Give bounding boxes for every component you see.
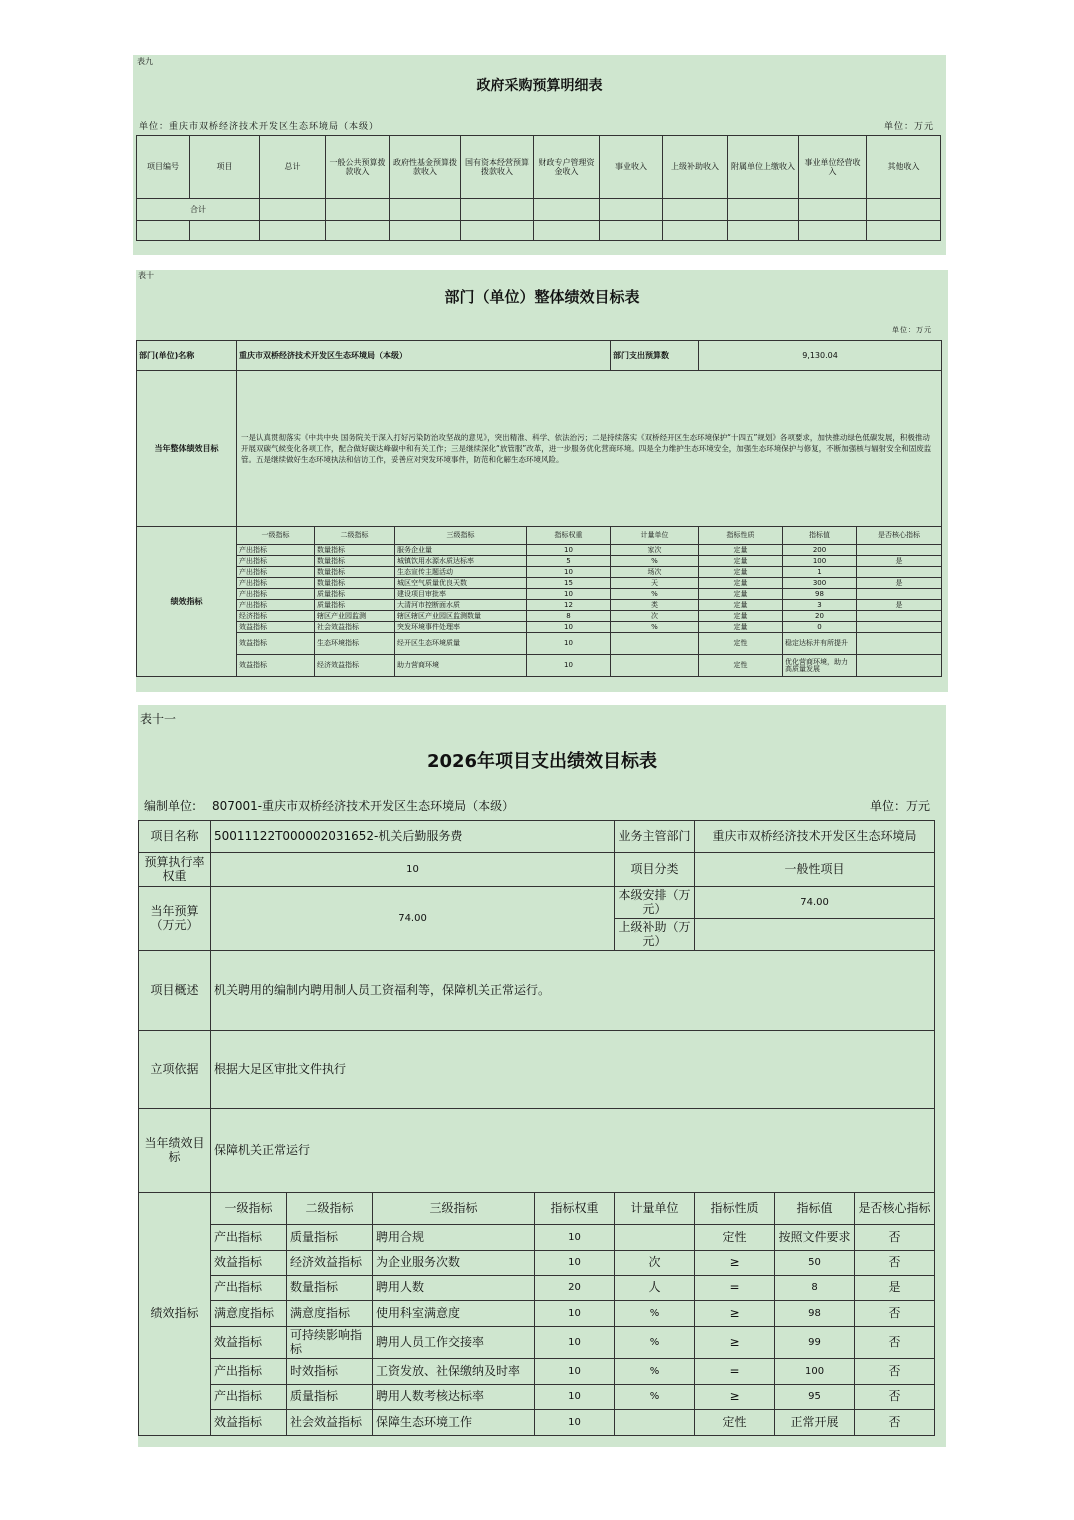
table-row [139, 1359, 935, 1385]
table9-header-cell: 总计 [260, 136, 326, 199]
table11-cell: 否 [855, 1251, 935, 1276]
table10-cell: 3 [783, 600, 857, 611]
table10-header-cell: 二级指标 [315, 527, 395, 545]
table10-cell: 大清河市控断面水质 [395, 600, 527, 611]
table10-cell: 突发环境事件处理率 [395, 622, 527, 633]
table10-cell: 定量 [699, 600, 783, 611]
table10-cell: 经开区生态环境质量 [395, 633, 527, 655]
dept-name-value: 重庆市双桥经济技术开发区生态环境局（本级） [237, 341, 611, 371]
table11-cell: 聘用合规 [373, 1225, 535, 1251]
table10-cell: 定量 [699, 589, 783, 600]
table11-cell: 质量指标 [287, 1225, 373, 1251]
table10-header-cell: 三级指标 [395, 527, 527, 545]
table11-cell: 效益指标 [211, 1410, 287, 1436]
table9-header-cell: 项目编号 [137, 136, 190, 199]
table10-cell: % [611, 556, 699, 567]
table9-header-row [137, 136, 941, 199]
table10-cell: 产出指标 [237, 589, 315, 600]
table9-empty-row [137, 221, 941, 241]
table9-header-cell: 附属单位上缴收入 [728, 136, 799, 199]
table11-unit-right: 单位：万元 [869, 799, 930, 813]
annual-goal-text: 一是认真贯彻落实《中共中央 国务院关于深入打好污染防治攻坚战的意见》，突出精准、科学、依法治污；二是持续落实《双桥经开区生态环境保护“十四五”规划》各项要求，加快推动绿色低碳发展，积极推动开展双碳气候变化各项工作，配合做好碳达峰碳中和有关工作；三是继续深化“放管服”改革，进一步服务优化营商环境。四是全力维护生态环境安全，加强生态环境保护与修复，不断加强核与辐射安全和固废监管。五是继续做好生态环境执法和信访工作，妥善应对突发环境事件，防范和化解生态环境风险。 [237, 371, 942, 527]
table10-cell [611, 633, 699, 655]
table10-cell: 城区空气质量优良天数 [395, 578, 527, 589]
table11-cell: 效益指标 [211, 1327, 287, 1359]
table-row [139, 1276, 935, 1301]
table11-cell: 数量指标 [287, 1276, 373, 1301]
table11-cell: 98 [775, 1301, 855, 1327]
table11-tag: 表十一 [140, 712, 177, 726]
table-row [137, 567, 942, 578]
table11-cell: 质量指标 [287, 1385, 373, 1410]
table10-cell: 服务企业量 [395, 545, 527, 556]
goal-text: 保障机关正常运行 [211, 1109, 935, 1193]
table10-cell: 天 [611, 578, 699, 589]
table9-total-label: 合计 [137, 199, 260, 221]
table11-cell: 效益指标 [211, 1251, 287, 1276]
table10-cell: 12 [527, 600, 611, 611]
table9-unit-right: 单位：万元 [883, 122, 934, 132]
procurement-budget-sheet [133, 55, 946, 255]
table11-cell [615, 1225, 695, 1251]
goal-label: 当年绩效目标 [139, 1109, 211, 1193]
table-row [137, 655, 942, 677]
dept-label: 业务主管部门 [615, 821, 695, 853]
table10-title: 部门（单位）整体绩效目标表 [444, 288, 640, 306]
table11-cell: 100 [775, 1359, 855, 1385]
table11-cell: 满意度指标 [211, 1301, 287, 1327]
table11-cell: 产出指标 [211, 1359, 287, 1385]
table11-cell: 10 [535, 1410, 615, 1436]
superior-label: 上级补助（万元） [615, 919, 695, 951]
table10-cell: 优化营商环境，助力高质量发展 [783, 655, 857, 677]
table10-cell: 定量 [699, 567, 783, 578]
table10-header-cell: 一级指标 [237, 527, 315, 545]
table10-cell: 类 [611, 600, 699, 611]
table10-cell: % [611, 622, 699, 633]
table10-cell: 1 [783, 567, 857, 578]
table11-cell: 产出指标 [211, 1225, 287, 1251]
table10-cell [857, 589, 942, 600]
table10-cell: 产出指标 [237, 578, 315, 589]
table10-cell: 效益指标 [237, 655, 315, 677]
table10-cell: 质量指标 [315, 589, 395, 600]
table11-cell: 10 [535, 1359, 615, 1385]
table10-cell: 是 [857, 556, 942, 567]
local-value: 74.00 [695, 887, 935, 919]
table11-cell: 定性 [695, 1225, 775, 1251]
table11-cell: % [615, 1385, 695, 1410]
table11-cell: 工资发放、社保缴纳及时率 [373, 1359, 535, 1385]
table9-header-cell: 政府性基金预算拨款收入 [390, 136, 461, 199]
table-row [139, 1327, 935, 1359]
table-row [139, 1251, 935, 1276]
table10-unit: 单位：万元 [892, 326, 932, 334]
table11-cell: ≥ [695, 1251, 775, 1276]
table10-cell: 产出指标 [237, 600, 315, 611]
table11-cell: 95 [775, 1385, 855, 1410]
table10-cell: 20 [783, 611, 857, 622]
table10-cell: 是 [857, 578, 942, 589]
table10-cell: % [611, 589, 699, 600]
table10-cell: 稳定达标并有所提升 [783, 633, 857, 655]
table11-title: 2026年项目支出绩效目标表 [426, 751, 658, 772]
category-value: 一般性项目 [695, 853, 935, 887]
project-name-value: 50011122T000002031652-机关后勤服务费 [211, 821, 615, 853]
dept-name-label: 部门(单位)名称 [137, 341, 237, 371]
table11-cell: 20 [535, 1276, 615, 1301]
table10-cell: 数量指标 [315, 578, 395, 589]
table10-header-cell: 指标性质 [699, 527, 783, 545]
table9-unit-left: 单位：重庆市双桥经济技术开发区生态环境局（本级） [139, 122, 380, 132]
table10-cell: 定量 [699, 556, 783, 567]
table10-cell: 效益指标 [237, 622, 315, 633]
table11-cell: 定性 [695, 1410, 775, 1436]
table11-cell: ≥ [695, 1327, 775, 1359]
table11-cell: 10 [535, 1251, 615, 1276]
table10-cell: 辖区产业园监测 [315, 611, 395, 622]
basis-text: 根据大足区审批文件执行 [211, 1031, 935, 1109]
table-row [137, 633, 942, 655]
table10-cell: 定量 [699, 578, 783, 589]
table-row [139, 1410, 935, 1436]
table9-header-cell: 财政专户管理资金收入 [534, 136, 600, 199]
table10-cell: 数量指标 [315, 556, 395, 567]
table11-cell: 是 [855, 1276, 935, 1301]
table10-cell: 生态环境指标 [315, 633, 395, 655]
table10-cell: 产出指标 [237, 545, 315, 556]
table10-cell: 10 [527, 545, 611, 556]
weight-label: 预算执行率权重 [139, 853, 211, 887]
table9-header-cell: 其他收入 [867, 136, 941, 199]
table11-cell: % [615, 1327, 695, 1359]
table10-cell: 生态宣传主题活动 [395, 567, 527, 578]
table10-cell: 社会效益指标 [315, 622, 395, 633]
table11-cell: ≥ [695, 1385, 775, 1410]
table10-cell: 经济效益指标 [315, 655, 395, 677]
table11-header-cell: 指标值 [775, 1193, 855, 1225]
table10-cell: 10 [527, 622, 611, 633]
table10-cell: 定量 [699, 622, 783, 633]
table11-cell: % [615, 1359, 695, 1385]
table11-cell: 满意度指标 [287, 1301, 373, 1327]
budget-value: 74.00 [211, 887, 615, 951]
table10-cell: 数量指标 [315, 545, 395, 556]
table11-cell: 人 [615, 1276, 695, 1301]
table11-cell: 可持续影响指标 [287, 1327, 373, 1359]
table11-cell: 使用科室满意度 [373, 1301, 535, 1327]
table11-cell: 保障生态环境工作 [373, 1410, 535, 1436]
table11-cell: = [695, 1359, 775, 1385]
table11-header-cell: 指标性质 [695, 1193, 775, 1225]
table9-header-cell: 项目 [190, 136, 260, 199]
department-performance-sheet [136, 270, 948, 692]
table10-cell [857, 611, 942, 622]
table11-cell: 99 [775, 1327, 855, 1359]
table9-header-cell: 事业收入 [600, 136, 663, 199]
table11-cell: 经济效益指标 [287, 1251, 373, 1276]
basis-label: 立项依据 [139, 1031, 211, 1109]
table11-cell: 50 [775, 1251, 855, 1276]
table-row [139, 1225, 935, 1251]
budget-label: 当年预算（万元） [139, 887, 211, 951]
table11-cell: 聘用人数 [373, 1276, 535, 1301]
table11-cell: 否 [855, 1225, 935, 1251]
table10-cell: 定性 [699, 633, 783, 655]
table11-cell: 正常开展 [775, 1410, 855, 1436]
table11-unit-left: 807001-重庆市双桥经济技术开发区生态环境局（本级） [212, 799, 515, 813]
table-row [137, 578, 942, 589]
table-row [137, 589, 942, 600]
table11-cell: 聘用人员工作交接率 [373, 1327, 535, 1359]
table10-cell: 100 [783, 556, 857, 567]
table11-cell: 否 [855, 1359, 935, 1385]
weight-value: 10 [211, 853, 615, 887]
table10-cell [857, 633, 942, 655]
dept-value: 重庆市双桥经济技术开发区生态环境局 [695, 821, 935, 853]
table10-cell: 助力营商环境 [395, 655, 527, 677]
table11-cell [615, 1410, 695, 1436]
project-performance-sheet [138, 705, 946, 1447]
table10-header-cell: 指标值 [783, 527, 857, 545]
table11-cell: 8 [775, 1276, 855, 1301]
table10-cell: 5 [527, 556, 611, 567]
table10-cell: 质量指标 [315, 600, 395, 611]
local-label: 本级安排（万元） [615, 887, 695, 919]
table10-cell: 10 [527, 589, 611, 600]
table11-header-cell: 三级指标 [373, 1193, 535, 1225]
table10-cell: 产出指标 [237, 567, 315, 578]
indicators-label: 绩效指标 [137, 527, 237, 677]
table9-title: 政府采购预算明细表 [476, 78, 603, 94]
table11-cell: 10 [535, 1327, 615, 1359]
table11-cell: 社会效益指标 [287, 1410, 373, 1436]
table11-cell: 产出指标 [211, 1276, 287, 1301]
table10-cell: 数量指标 [315, 567, 395, 578]
table-row [137, 545, 942, 556]
project-performance-table [138, 820, 935, 1436]
indicators-label: 绩效指标 [139, 1193, 211, 1436]
table11-header-cell: 二级指标 [287, 1193, 373, 1225]
table9-header-cell: 上级补助收入 [663, 136, 728, 199]
table10-cell: 10 [527, 633, 611, 655]
procurement-table [136, 135, 941, 241]
project-name-label: 项目名称 [139, 821, 211, 853]
table11-cell: 时效指标 [287, 1359, 373, 1385]
table11-cell: = [695, 1276, 775, 1301]
table9-header-cell: 国有资本经营预算拨款收入 [461, 136, 534, 199]
table10-cell: 98 [783, 589, 857, 600]
table10-cell [857, 622, 942, 633]
table11-header-cell: 一级指标 [211, 1193, 287, 1225]
table9-tag: 表九 [137, 57, 153, 66]
table10-cell [857, 545, 942, 556]
table10-cell: 场次 [611, 567, 699, 578]
table10-cell: 经济指标 [237, 611, 315, 622]
table10-cell: 8 [527, 611, 611, 622]
table11-cell: 否 [855, 1327, 935, 1359]
category-label: 项目分类 [615, 853, 695, 887]
table-row [137, 622, 942, 633]
table10-cell: 定性 [699, 655, 783, 677]
table11-cell: 产出指标 [211, 1385, 287, 1410]
table11-header-cell: 是否核心指标 [855, 1193, 935, 1225]
table10-cell: 家次 [611, 545, 699, 556]
dept-budget-label: 部门支出预算数 [611, 341, 699, 371]
table-row [137, 600, 942, 611]
table10-cell: 产出指标 [237, 556, 315, 567]
table11-cell: 10 [535, 1225, 615, 1251]
overview-label: 项目概述 [139, 951, 211, 1031]
table11-cell: % [615, 1301, 695, 1327]
table10-cell: 是 [857, 600, 942, 611]
table10-cell [857, 567, 942, 578]
table11-unit-left-label: 编制单位: [144, 799, 197, 813]
table10-cell: 定量 [699, 545, 783, 556]
table11-cell: 次 [615, 1251, 695, 1276]
table10-cell: 0 [783, 622, 857, 633]
department-performance-table [136, 340, 942, 677]
table10-cell: 效益指标 [237, 633, 315, 655]
table-row [137, 611, 942, 622]
overview-text: 机关聘用的编制内聘用制人员工资福利等，保障机关正常运行。 [211, 951, 935, 1031]
table11-cell: 否 [855, 1385, 935, 1410]
table11-cell: ≥ [695, 1301, 775, 1327]
table9-header-cell: 一般公共预算拨款收入 [326, 136, 390, 199]
table9-total-row [137, 199, 941, 221]
table10-cell: 次 [611, 611, 699, 622]
table10-cell: 城镇饮用水源水质达标率 [395, 556, 527, 567]
table-row [139, 1385, 935, 1410]
table11-cell: 10 [535, 1301, 615, 1327]
table10-cell [611, 655, 699, 677]
table10-cell: 300 [783, 578, 857, 589]
table10-cell [857, 655, 942, 677]
table11-cell: 10 [535, 1385, 615, 1410]
dept-budget-value: 9,130.04 [699, 341, 942, 371]
table11-cell: 聘用人数考核达标率 [373, 1385, 535, 1410]
table11-cell: 否 [855, 1410, 935, 1436]
table11-header-cell: 计量单位 [615, 1193, 695, 1225]
table10-header-cell: 指标权重 [527, 527, 611, 545]
table10-cell: 10 [527, 567, 611, 578]
table10-header-cell: 计量单位 [611, 527, 699, 545]
table10-cell: 15 [527, 578, 611, 589]
table10-cell: 建设项目审批率 [395, 589, 527, 600]
superior-value [695, 919, 935, 951]
table10-header-cell: 是否核心指标 [857, 527, 942, 545]
table11-header-cell: 指标权重 [535, 1193, 615, 1225]
table-row [137, 556, 942, 567]
annual-goal-label: 当年整体绩效目标 [137, 371, 237, 527]
table10-cell: 定量 [699, 611, 783, 622]
table-row [139, 1301, 935, 1327]
table10-cell: 200 [783, 545, 857, 556]
table10-cell: 辖区辖区产业园区监测数量 [395, 611, 527, 622]
table11-cell: 按照文件要求 [775, 1225, 855, 1251]
table9-header-cell: 事业单位经营收入 [799, 136, 867, 199]
table11-cell: 否 [855, 1301, 935, 1327]
table11-cell: 为企业服务次数 [373, 1251, 535, 1276]
table10-cell: 10 [527, 655, 611, 677]
table10-tag: 表十 [138, 271, 154, 280]
